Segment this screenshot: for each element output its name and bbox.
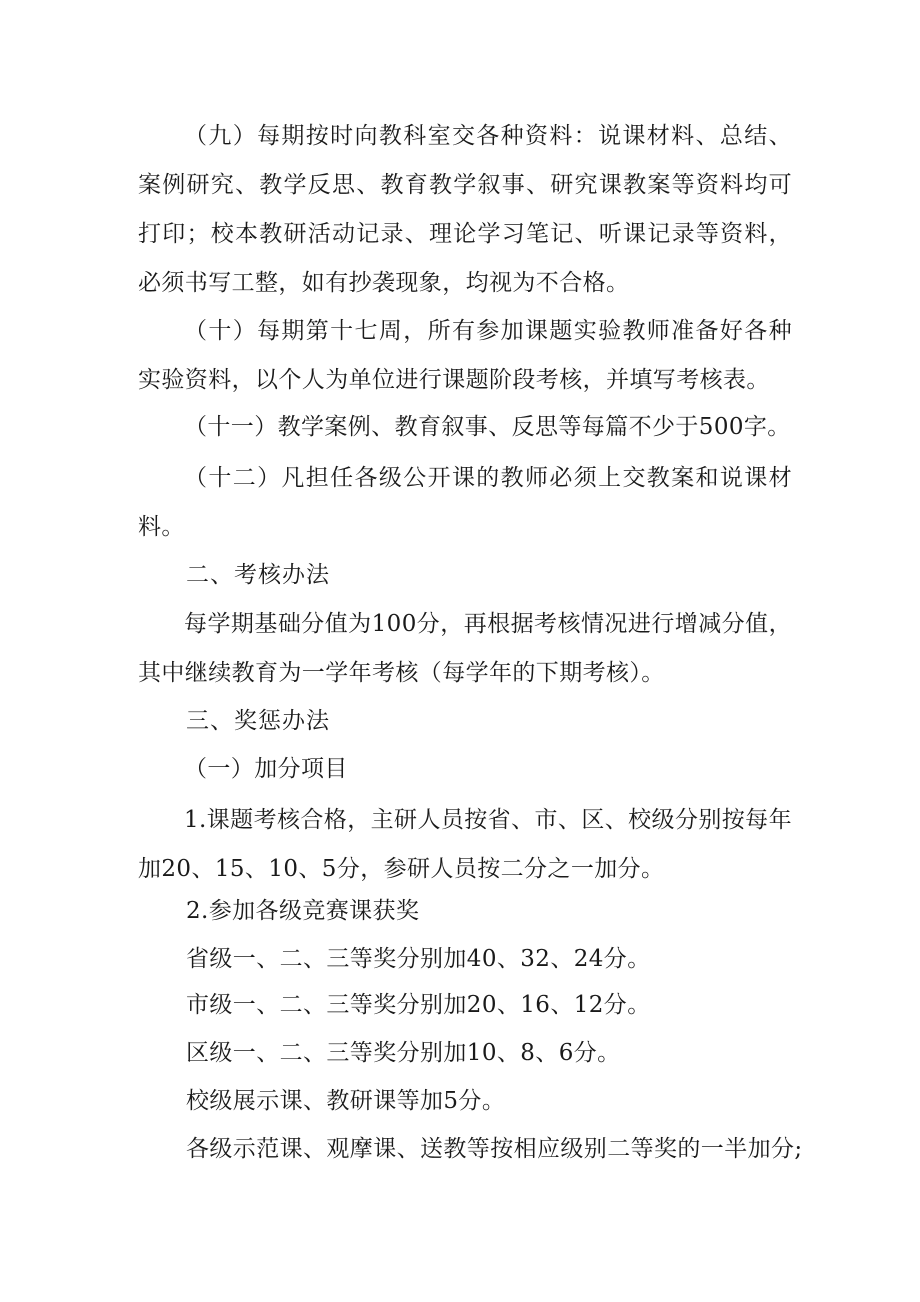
bonus-item-1: 1.课题考核合格，主研人员按省、市、区、校级分别按每年加20、15、10、5分，参研人员按二分之一加分。	[138, 807, 792, 882]
award-district: 区级一、二、三等奖分别加10、8、6分。	[186, 1040, 621, 1066]
subheading-bonus-items: （一）加分项目	[184, 756, 348, 782]
award-city: 市级一、二、三等奖分别加20、16、12分。	[186, 992, 651, 1018]
paragraph-item-11: （十一）教学案例、教育叙事、反思等每篇不少于500字。	[184, 414, 791, 440]
section-heading-assessment: 二、考核办法	[186, 562, 330, 588]
bonus-item-2: 2.参加各级竞赛课获奖	[186, 898, 420, 924]
award-school: 校级展示课、教研课等加5分。	[186, 1088, 506, 1114]
paragraph-item-12: （十二）凡担任各级公开课的教师必须上交教案和说课材料。	[138, 465, 792, 540]
award-province: 省级一、二、三等奖分别加40、32、24分。	[186, 946, 651, 972]
section-heading-rewards: 三、奖惩办法	[186, 708, 330, 734]
paragraph-assessment-method: 每学期基础分值为100分，再根据考核情况进行增减分值，其中继续教育为一学年考核（每学年的下期考核）。	[138, 611, 792, 686]
paragraph-item-9: （九）每期按时向教科室交各种资料：说课材料、总结、案例研究、教学反思、教育教学叙事、研究课教案等资料均可打印；校本教研活动记录、理论学习笔记、听课记录等资料，必须书写工整，如有抄袭现象，均视为不合格。	[138, 123, 792, 296]
paragraph-item-10: （十）每期第十七周，所有参加课题实验教师准备好各种实验资料，以个人为单位进行课题阶段考核，并填写考核表。	[138, 318, 792, 393]
award-demonstration: 各级示范课、观摩课、送教等按相应级别二等奖的一半加分;	[186, 1136, 803, 1162]
